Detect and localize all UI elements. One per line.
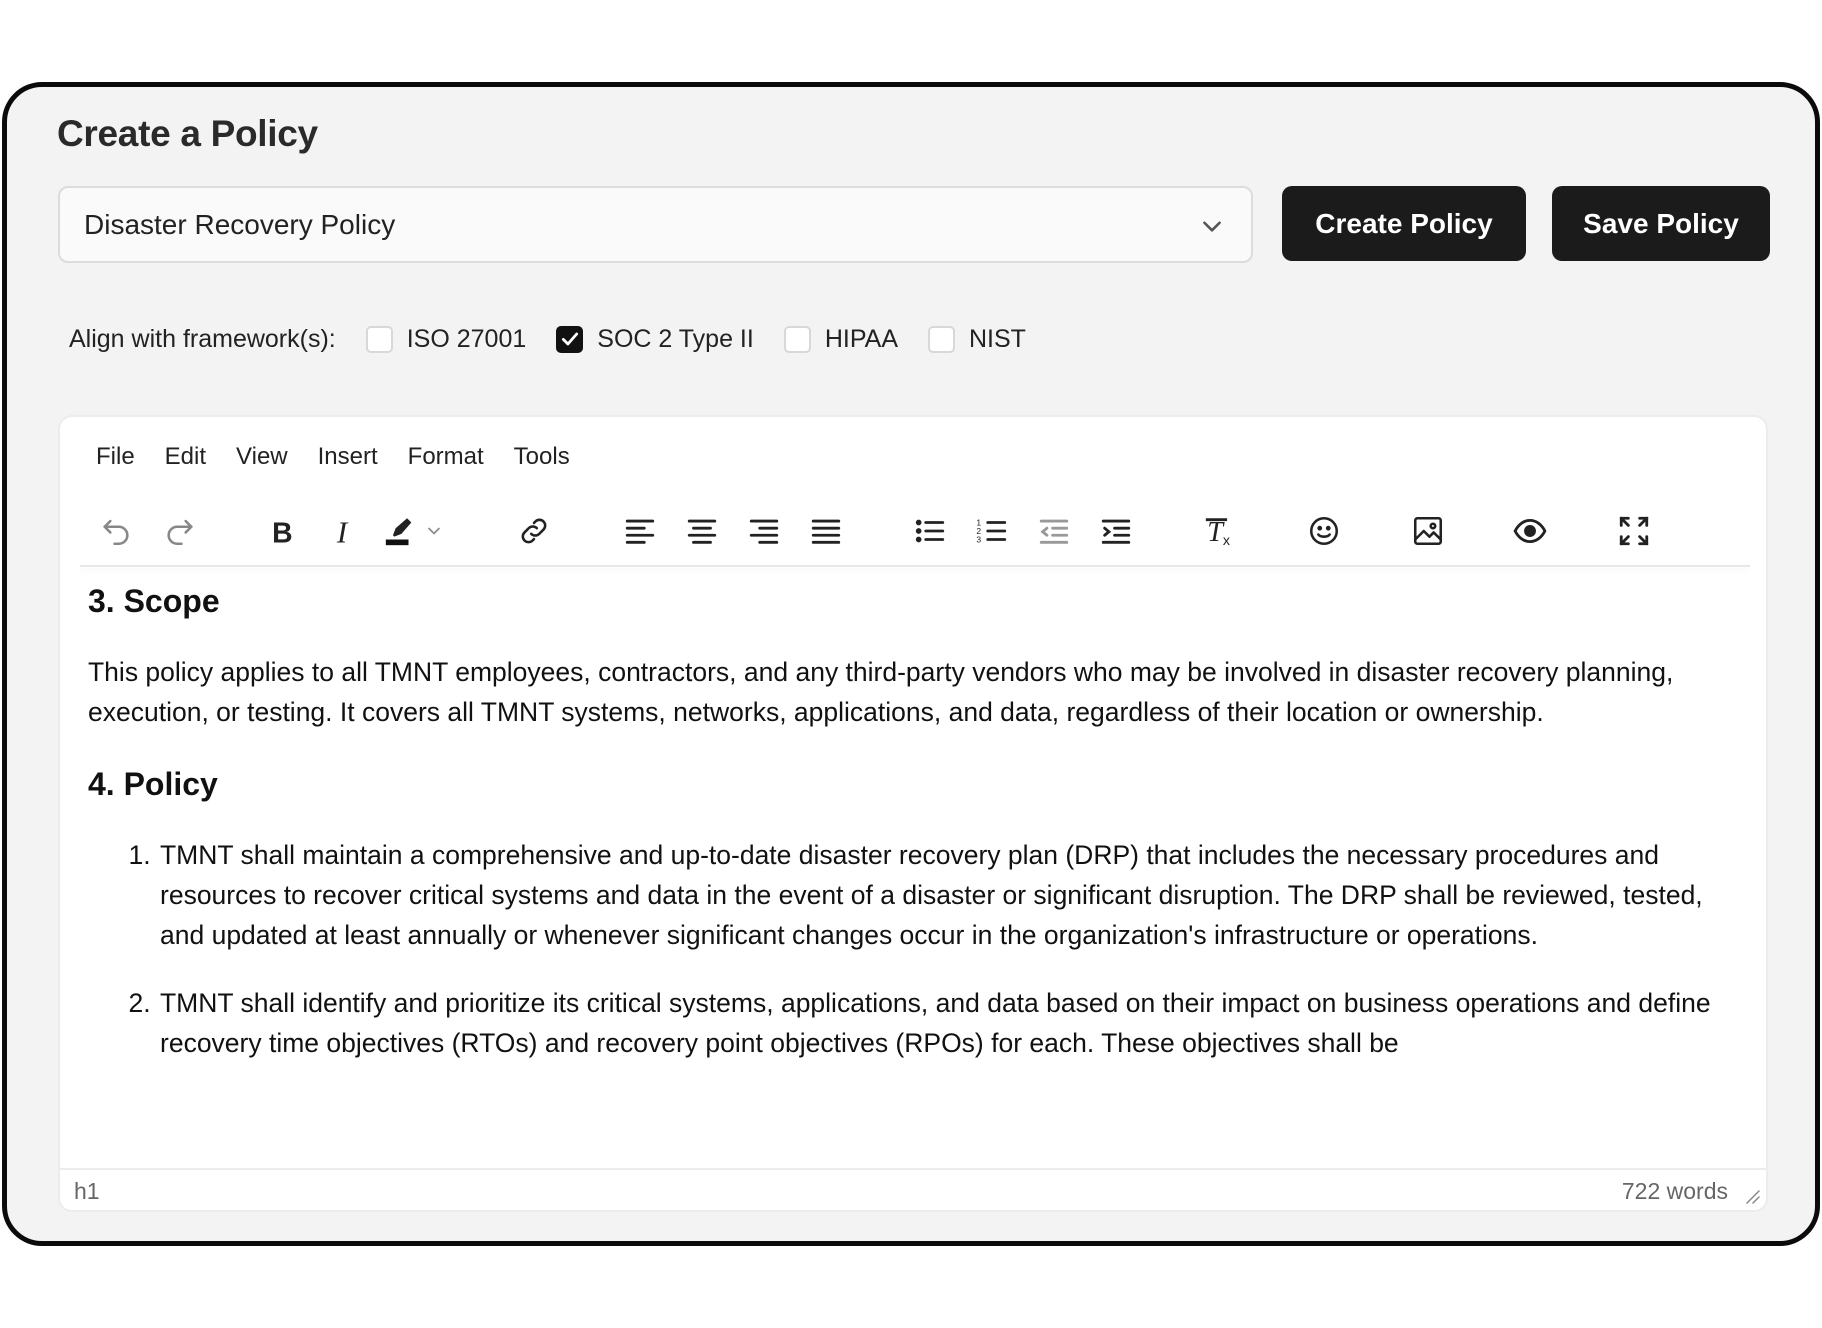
indent-icon — [1099, 514, 1133, 548]
page-title: Create a Policy — [57, 113, 318, 154]
emoji-button[interactable] — [1304, 511, 1344, 551]
editor-menubar — [96, 443, 600, 471]
checkbox-iso-27001[interactable] — [366, 326, 393, 353]
preview-button[interactable] — [1510, 511, 1550, 551]
resize-handle-icon[interactable] — [1744, 1188, 1760, 1204]
svg-text:1: 1 — [976, 517, 982, 528]
create-policy-button[interactable]: Create Policy — [1282, 186, 1526, 261]
fullscreen-icon — [1617, 514, 1651, 548]
svg-text:2: 2 — [976, 525, 982, 536]
chevron-down-icon — [424, 521, 444, 541]
menu-file[interactable]: File — [96, 443, 135, 470]
eye-icon — [1513, 514, 1547, 548]
svg-text:3: 3 — [976, 534, 982, 545]
link-icon — [517, 514, 551, 548]
clear-format-button[interactable] — [1200, 511, 1240, 551]
chevron-down-icon — [1199, 213, 1225, 239]
editor-toolbar — [60, 503, 1766, 565]
framework-option-label: ISO 27001 — [406, 324, 527, 353]
align-right-button[interactable] — [744, 511, 784, 551]
align-justify-button[interactable] — [806, 511, 846, 551]
fullscreen-button[interactable] — [1614, 511, 1654, 551]
save-policy-button[interactable]: Save Policy — [1552, 186, 1770, 261]
policy-select[interactable] — [58, 186, 1253, 263]
clear-format-icon — [1203, 514, 1237, 548]
rich-text-editor — [58, 415, 1768, 1212]
policy-select-value: Disaster Recovery Policy — [84, 208, 396, 240]
image-icon — [1411, 514, 1445, 548]
bullet-list-button[interactable] — [910, 511, 950, 551]
scope-paragraph: This policy applies to all TMNT employees, contractors, and any third-party vendors who may be involved in disaster recovery planning, execution, or testing. It covers all TMNT systems, networks, applications, and data, regardless of their location or ownership. — [88, 657, 1674, 727]
checkbox-nist[interactable] — [928, 326, 955, 353]
checkbox-hipaa[interactable] — [784, 326, 811, 353]
menu-view[interactable]: View — [236, 443, 288, 470]
align-justify-icon — [809, 514, 843, 548]
menu-tools[interactable]: Tools — [513, 443, 570, 470]
framework-option-nist[interactable] — [928, 325, 1026, 354]
highlight-dropdown[interactable] — [422, 511, 446, 551]
framework-option-hipaa[interactable] — [784, 325, 898, 354]
highlight-icon — [383, 514, 417, 548]
redo-icon — [163, 514, 197, 548]
italic-icon — [327, 514, 361, 548]
redo-button[interactable] — [160, 511, 200, 551]
align-left-button[interactable] — [620, 511, 660, 551]
toolbar-divider — [80, 565, 1750, 567]
list-item: 1. TMNT shall maintain a comprehensive and up-to-date disaster recovery plan (DRP) that includes the necessary procedures and resources to recover critical systems and data in the event of a disaster or significant disruption. The DRP shall be reviewed, tested, and updated at least annually or whenever significant changes occur in the organization's infrastructure or operations. — [158, 835, 1748, 955]
svg-text:x: x — [1222, 533, 1230, 548]
checkbox-soc-2[interactable] — [556, 326, 583, 353]
undo-button[interactable] — [96, 511, 136, 551]
highlight-button[interactable] — [380, 511, 420, 551]
framework-option-soc-2[interactable] — [556, 325, 754, 354]
svg-text:T: T — [1207, 516, 1224, 548]
image-button[interactable] — [1408, 511, 1448, 551]
bullet-list-icon — [913, 514, 947, 548]
framework-selector — [69, 319, 1056, 359]
outdent-icon — [1037, 514, 1071, 548]
outdent-button[interactable] — [1034, 511, 1074, 551]
element-path[interactable]: h1 — [74, 1178, 100, 1204]
numbered-list-button[interactable] — [972, 511, 1012, 551]
menu-edit[interactable]: Edit — [164, 443, 207, 470]
framework-label: Align with framework(s): — [69, 324, 336, 353]
bold-button[interactable] — [262, 511, 302, 551]
scope-heading: 3. Scope — [88, 583, 220, 619]
policy-heading: 4. Policy — [88, 766, 218, 802]
emoji-icon — [1307, 514, 1341, 548]
menu-format[interactable]: Format — [407, 443, 484, 470]
numbered-list-icon — [975, 514, 1009, 548]
indent-button[interactable] — [1096, 511, 1136, 551]
align-left-icon — [623, 514, 657, 548]
framework-option-label: NIST — [969, 324, 1026, 353]
link-button[interactable] — [514, 511, 554, 551]
bold-icon — [265, 514, 299, 548]
align-center-icon — [685, 514, 719, 548]
framework-option-label: SOC 2 Type II — [597, 324, 754, 353]
list-item: 2. TMNT shall identify and prioritize its critical systems, applications, and data based on their impact on business operations and define recovery time objectives (RTOs) and recovery point objectives (RPOs) for each. These objectives shall be — [158, 983, 1748, 1063]
undo-icon — [99, 514, 133, 548]
svg-text:B: B — [272, 517, 293, 548]
menu-insert[interactable]: Insert — [317, 443, 378, 470]
italic-button[interactable] — [324, 511, 364, 551]
policy-list — [88, 835, 1748, 1063]
check-icon — [560, 329, 580, 349]
word-count: 722 words — [1621, 1178, 1728, 1204]
policy-panel — [2, 82, 1820, 1246]
editor-content[interactable] — [88, 577, 1748, 1172]
align-center-button[interactable] — [682, 511, 722, 551]
framework-option-label: HIPAA — [824, 324, 898, 353]
editor-statusbar — [60, 1168, 1766, 1210]
svg-text:I: I — [336, 514, 348, 548]
framework-option-iso-27001[interactable] — [366, 325, 527, 354]
align-right-icon — [747, 514, 781, 548]
